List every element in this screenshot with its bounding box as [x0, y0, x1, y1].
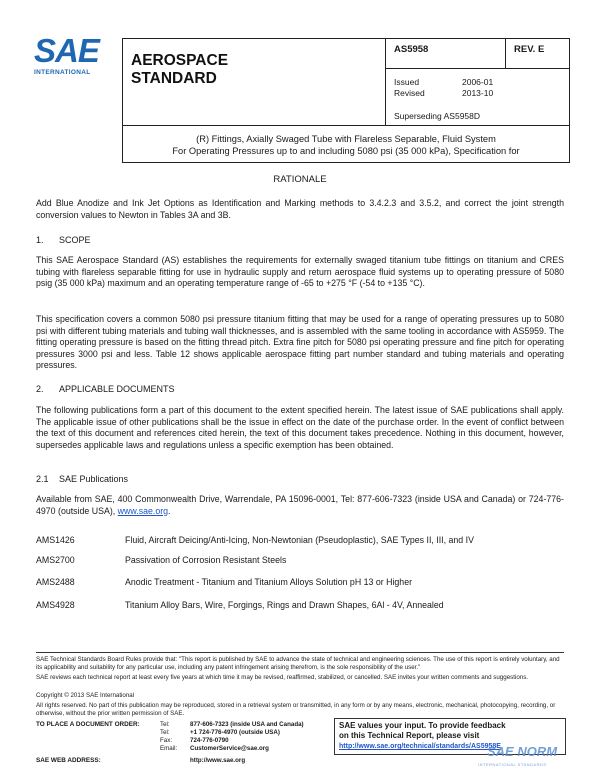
feedback-line-1: SAE values your input. To provide feedback — [339, 721, 506, 730]
scope-heading — [36, 235, 91, 245]
issued-value: 2006-01 — [462, 77, 494, 87]
revision-label: REV. E — [514, 44, 545, 55]
reference-code: AMS2700 — [36, 555, 75, 565]
sae-logo — [34, 34, 120, 80]
rationale-heading: RATIONALE — [273, 174, 327, 185]
footer-rights-notice: All rights reserved. No part of this publication may be reproduced, stored in a retrieval system or transmitted, in any form or by any means, electronic, mechanical, photocopying, recording, or otherwise, without the prior written permission of SAE. — [36, 702, 556, 717]
contact-label: Fax: — [160, 737, 173, 744]
saepubs-tail: . — [168, 505, 171, 516]
scope-title: SCOPE — [59, 235, 91, 245]
reference-code: AMS4928 — [36, 600, 75, 610]
sae-website-link[interactable]: www.sae.org — [117, 505, 169, 516]
contact-label: Email: — [160, 745, 178, 752]
web-address-label: SAE WEB ADDRESS: — [36, 757, 101, 764]
title-line-1: (R) Fittings, Axially Swaged Tube with Flareless Separable, Fluid System — [196, 134, 496, 144]
scope-number: 1. — [36, 235, 44, 245]
rationale-text: Add Blue Anodize and Ink Jet Options as Identification and Marking methods to 3.4.2.3 and 3.5.2, and correct the joint strength conversion values to Newton in Tables 3A and 3B. — [36, 198, 564, 220]
revised-value: 2013-10 — [462, 88, 494, 98]
doc-type-line2: STANDARD — [131, 70, 217, 87]
header-divider — [386, 68, 570, 69]
reference-description: Passivation of Corrosion Resistant Steels — [125, 555, 287, 565]
feedback-line-2: on this Technical Report, please visit — [339, 731, 480, 740]
contact-value[interactable]: CustomerService@sae.org — [190, 745, 269, 752]
reference-code: AMS1426 — [36, 535, 75, 545]
scope-paragraph-2: This specification covers a common 5080 psi pressure titanium fitting that may be used for a range of operating pressures up to 5080 psi with different tubing materials and tubing wall thicknesses, and is assembled with the same tooling in accordance with AS5959. The fitting operating pressure is based on the fitting thread pitch. Extra fine pitch for 5080 psi operating pressure and fine pitch for operating pressures 3000 psi and less. Table 12 shows applicable aerospace fitting part number standard and tubing materials and operating pressures. — [36, 314, 564, 370]
order-label: TO PLACE A DOCUMENT ORDER: — [36, 721, 140, 728]
logo-letters: SAE — [34, 32, 99, 69]
sae-publications-paragraph — [36, 494, 564, 517]
web-address-value[interactable]: http://www.sae.org — [190, 757, 246, 764]
revised-label: Revised — [394, 88, 425, 98]
contact-value: +1 724-776-4970 (outside USA) — [190, 729, 280, 736]
appdocs-title: APPLICABLE DOCUMENTS — [59, 384, 175, 394]
issued-label: Issued — [394, 77, 420, 87]
reference-description: Fluid, Aircraft Deicing/Anti-Icing, Non-Newtonian (Pseudoplastic), SAE Types II, III, and IV — [125, 535, 474, 545]
applicable-documents-paragraph: The following publications form a part of this document to the extent specified herein. The latest issue of SAE publications shall apply. The applicable issue of other publications shall be the issue in effect on the date of the purchase order. In the event of conflict between the text of this document and references cited herein, the text of this document takes precedence. Nothing in this document, however, supersedes applicable laws and regulations unless a specific exemption has been obtained. — [36, 405, 564, 450]
footer-usage-notice: SAE Technical Standards Board Rules provide that: "This report is published by SAE to advance the state of technical and engineering sciences. The use of this report is entirely voluntary, and its applicability and suitability for any particular use, including any patent infringement arising therefrom, is the sole responsibility of the user." — [36, 656, 560, 671]
saepubs-title: SAE Publications — [59, 474, 129, 484]
contact-value: 724-776-0790 — [190, 737, 229, 744]
document-type — [131, 52, 228, 88]
watermark-subtext: INTERNATIONAL STANDARDS — [478, 762, 547, 767]
logo-subtext: INTERNATIONAL — [34, 69, 91, 76]
footer-review-notice: SAE reviews each technical report at least every five years at which time it may be revised, reaffirmed, stabilized, or cancelled. SAE invites your written comments and suggestions. — [36, 674, 529, 681]
sae-publications-heading — [36, 474, 128, 484]
title-line-2: For Operating Pressures up to and including 5080 psi (35 000 kPa), Specification for — [172, 146, 520, 156]
superseding-note: Superseding AS5958D — [394, 111, 481, 121]
reference-description: Anodic Treatment - Titanium and Titanium Alloys Solution pH 13 or Higher — [125, 577, 413, 587]
saepubs-number: 2.1 — [36, 474, 49, 484]
document-number: AS5958 — [394, 44, 429, 55]
appdocs-number: 2. — [36, 384, 44, 394]
reference-code: AMS2488 — [36, 577, 75, 587]
scope-paragraph-1: This SAE Aerospace Standard (AS) establishes the requirements for externally swaged titanium tube fittings on titanium and CRES tubing with flareless separable fitting for use in hydraulic supply and return aerospace fluid systems up to operating pressure of 5080 psig (35 000 kPa) maximum and an operating temperature range of -65 to +275 °F (-54 to +135 °C). — [36, 255, 564, 288]
contact-value: 877-606-7323 (inside USA and Canada) — [190, 721, 304, 728]
footer-rule — [36, 652, 564, 653]
contact-label: Tel: — [160, 729, 170, 736]
applicable-documents-heading — [36, 384, 175, 394]
reference-description: Titanium Alloy Bars, Wire, Forgings, Rings and Drawn Shapes, 6Al - 4V, Annealed — [125, 600, 444, 610]
saepubs-text: Available from SAE, 400 Commonwealth Drive, Warrendale, PA 15096-0001, Tel: 877-606-7323 (inside USA and Canada) or 724-776-4970 (outside USA), — [36, 494, 564, 516]
footer-copyright: Copyright © 2013 SAE International — [36, 692, 135, 699]
feedback-link[interactable]: http://www.sae.org/technical/standards/AS5958E — [339, 743, 501, 750]
doc-type-line1: AEROSPACE — [131, 52, 229, 69]
watermark-logo: SAE NORM — [487, 744, 558, 759]
contact-label: Tel: — [160, 721, 170, 728]
